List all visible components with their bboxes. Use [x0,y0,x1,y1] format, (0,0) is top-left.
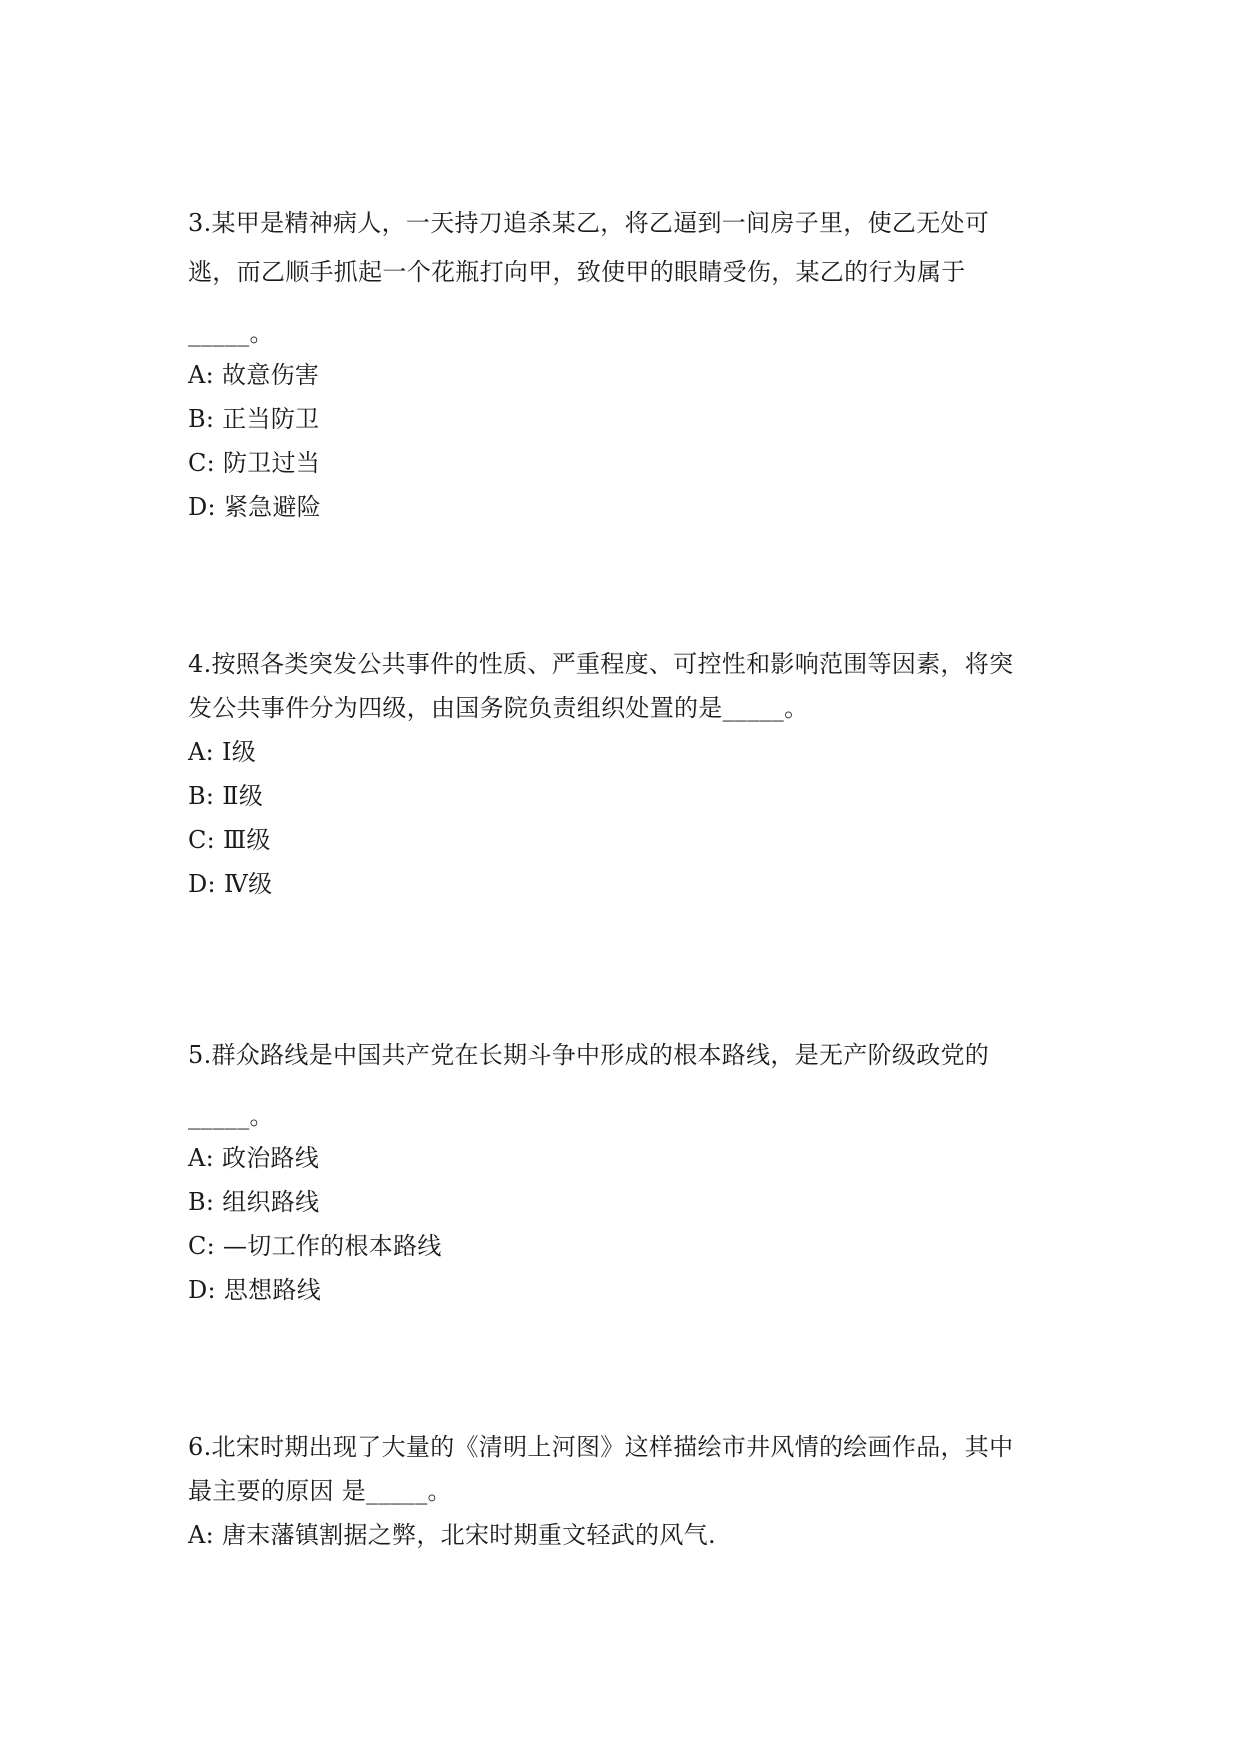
question-6 [188,1423,1068,1560]
question-5 [188,1031,1068,1315]
question-4 [188,640,1068,909]
question-6-option-a: A: 唐末藩镇割据之弊，北宋时期重文轻武的风气. [188,1521,716,1549]
question-6-line-1: 6.北宋时期出现了大量的《清明上河图》这样描绘市井风情的绘画作品，其中 [188,1433,1014,1461]
question-3-line-1: 3.某甲是精神病人，一天持刀追杀某乙，将乙逼到一间房子里，使乙无处可 [188,209,990,237]
question-3-option-b: B: 正当防卫 [188,405,320,433]
question-4-option-a: A: Ⅰ级 [188,738,257,766]
question-4-line-1: 4.按照各类突发公共事件的性质、严重程度、可控性和影响范围等因素，将突 [188,650,1014,678]
question-4-option-b: B: Ⅱ级 [188,782,264,810]
question-4-option-d: D: Ⅳ级 [188,870,273,898]
question-3-option-d: D: 紧急避险 [188,493,322,521]
question-5-option-a: A: 政治路线 [188,1144,320,1172]
question-3 [188,199,1068,532]
question-4-line-2: 发公共事件分为四级，由国务院负责组织处置的是_____。 [188,694,809,722]
question-3-line-2: 逃，而乙顺手抓起一个花瓶打向甲，致使甲的眼睛受伤，某乙的行为属于 [188,258,966,286]
question-5-line-2: _____。 [188,1102,274,1130]
question-4-option-c: C: Ⅲ级 [188,826,271,854]
question-5-option-c: C: —切工作的根本路线 [188,1232,442,1260]
question-5-line-1: 5.群众路线是中国共产党在长期斗争中形成的根本路线，是无产阶级政党的 [188,1041,990,1069]
question-3-option-c: C: 防卫过当 [188,449,321,477]
question-5-option-d: D: 思想路线 [188,1276,322,1304]
question-3-option-a: A: 故意伤害 [188,361,320,389]
question-5-option-b: B: 组织路线 [188,1188,320,1216]
question-6-line-2: 最主要的原因 是_____。 [188,1477,452,1505]
question-3-line-3: _____。 [188,319,274,347]
